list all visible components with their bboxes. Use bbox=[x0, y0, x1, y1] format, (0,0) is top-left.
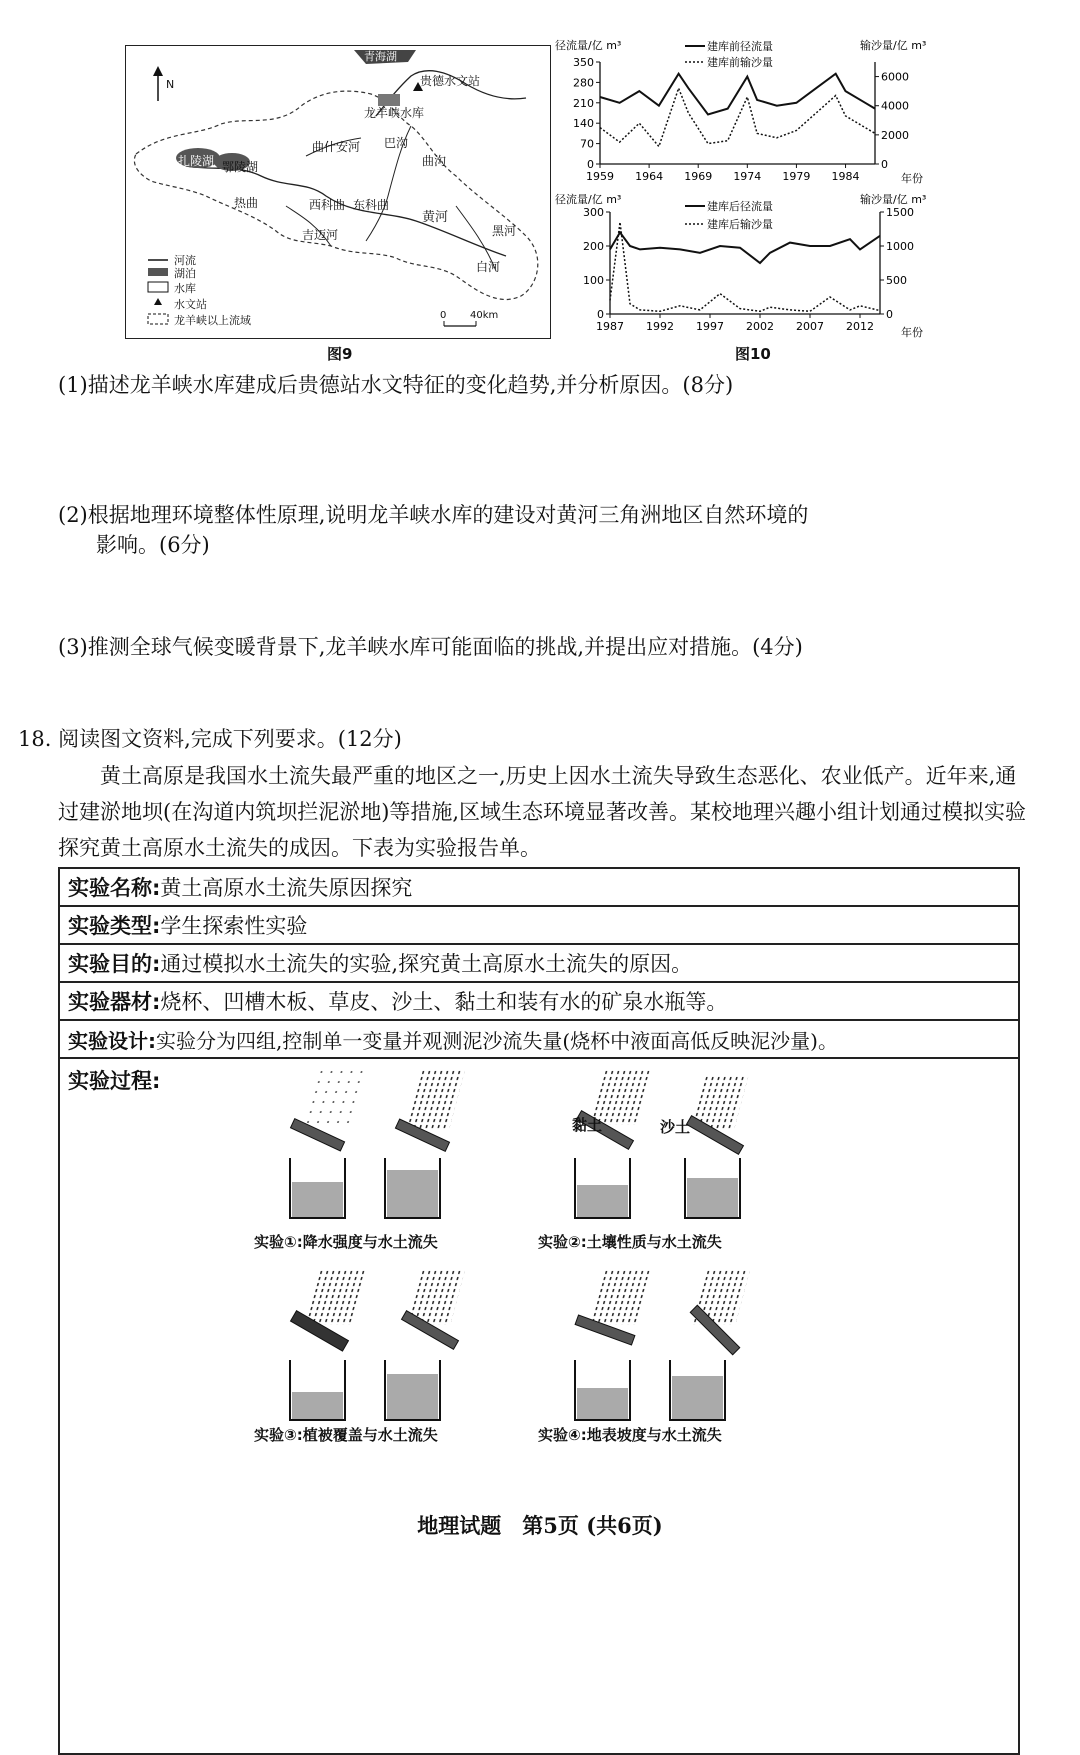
row-text: 烧杯、凹槽木板、草皮、沙土、黏土和装有水的矿泉水瓶等。 bbox=[160, 990, 728, 1014]
right-tick-label: 2000 bbox=[881, 128, 909, 142]
place-label: 龙羊峡水库 bbox=[364, 106, 425, 120]
row-text: 实验分为四组,控制单一变量并观测泥沙流失量(烧杯中液面高低反映泥沙量)。 bbox=[156, 1028, 838, 1053]
place-label: 东科曲 bbox=[353, 198, 390, 212]
place-label: 西科曲 bbox=[309, 198, 346, 212]
x-tick-label: 1969 bbox=[684, 170, 713, 183]
right-tick-label: 1500 bbox=[886, 206, 914, 219]
row-label: 实验类型: bbox=[68, 914, 161, 938]
legend-basin-symbol bbox=[148, 314, 168, 324]
question-1: (1)描述龙羊峡水库建成后贵德站水文特征的变化趋势,并分析原因。(8分) bbox=[58, 373, 734, 397]
legend-reservoir: 水库 bbox=[174, 282, 196, 295]
table-row bbox=[59, 1020, 1019, 1058]
soil-label-sand: 沙土 bbox=[660, 1118, 691, 1136]
right-tick-label: 6000 bbox=[881, 70, 909, 84]
left-tick-label: 0 bbox=[597, 308, 604, 321]
place-label: 鄂陵湖 bbox=[222, 160, 259, 174]
figure-10-caption: 图10 bbox=[735, 345, 771, 363]
row-label: 实验名称: bbox=[68, 876, 161, 900]
experiment-3-setup bbox=[290, 1270, 465, 1420]
page-footer: 地理试题 第5页 (共6页) bbox=[417, 1513, 663, 1538]
right-tick-label: 0 bbox=[886, 308, 893, 321]
experiment-2-caption: 实验②:土壤性质与水土流失 bbox=[538, 1233, 722, 1251]
chart-top-legend-dotted: 建库前输沙量 bbox=[707, 56, 773, 69]
x-tick-label: 1974 bbox=[733, 170, 762, 183]
chart-top-legend-solid: 建库前径流量 bbox=[707, 40, 773, 53]
left-tick-label: 210 bbox=[573, 96, 594, 110]
right-tick-label: 0 bbox=[881, 158, 888, 171]
figure-9-map bbox=[125, 45, 551, 339]
chart-bottom-legend-dotted: 建库后输沙量 bbox=[707, 218, 773, 231]
table-row bbox=[59, 982, 1019, 1020]
table-row bbox=[59, 944, 1019, 982]
place-label: 吉迈河 bbox=[302, 228, 339, 242]
experiment-1-setup bbox=[290, 1070, 465, 1218]
place-label: 扎陵湖 bbox=[178, 154, 215, 168]
place-label: 曲什安河 bbox=[312, 140, 361, 154]
chart-after bbox=[555, 190, 945, 340]
left-tick-label: 300 bbox=[583, 206, 604, 219]
sediment-series-line bbox=[610, 222, 880, 311]
left-tick-label: 140 bbox=[573, 117, 594, 131]
right-tick-label: 1000 bbox=[886, 240, 914, 253]
chart-top-x-unit: 年份 bbox=[901, 172, 923, 184]
x-tick-label: 1992 bbox=[646, 320, 674, 333]
row-label: 实验目的: bbox=[68, 952, 161, 976]
place-label: 青海湖 bbox=[364, 50, 397, 63]
right-tick-label: 4000 bbox=[881, 99, 909, 113]
soil-label-clay: 黏土 bbox=[572, 1116, 603, 1134]
x-tick-label: 2012 bbox=[846, 320, 874, 333]
legend-river: 河流 bbox=[174, 254, 196, 267]
chart-before bbox=[555, 36, 945, 184]
question-2-line2: 影响。(6分) bbox=[96, 533, 210, 557]
row-label: 实验设计: bbox=[68, 1028, 156, 1053]
left-tick-label: 350 bbox=[573, 56, 594, 69]
legend-station: 水文站 bbox=[174, 298, 207, 311]
x-tick-label: 2007 bbox=[796, 320, 824, 333]
x-tick-label: 1959 bbox=[586, 170, 614, 183]
experiment-4-setup bbox=[575, 1270, 750, 1420]
legend-reservoir-symbol bbox=[148, 282, 168, 292]
x-tick-label: 1964 bbox=[635, 170, 664, 183]
legend-lake: 湖泊 bbox=[174, 267, 196, 280]
table-row bbox=[59, 906, 1019, 944]
row-text: 学生探索性实验 bbox=[160, 914, 308, 938]
x-tick-label: 1987 bbox=[596, 320, 624, 333]
chart-bottom-right-axis: 输沙量/亿 m³ bbox=[860, 193, 927, 206]
question-3: (3)推测全球气候变暖背景下,龙羊峡水库可能面临的挑战,并提出应对措施。(4分) bbox=[58, 635, 803, 659]
place-label: 黑河 bbox=[492, 224, 517, 238]
scale-km: 40km bbox=[470, 310, 499, 321]
question-2-line1: (2)根据地理环境整体性原理,说明龙羊峡水库的建设对黄河三角洲地区自然环境的 bbox=[58, 503, 809, 527]
runoff-series-line bbox=[610, 232, 880, 263]
place-label: 贵德水文站 bbox=[420, 74, 481, 88]
table-row bbox=[59, 868, 1019, 906]
left-tick-label: 280 bbox=[573, 76, 594, 90]
question-18-paragraph: 黄土高原是我国水土流失最严重的地区之一,历史上因水土流失导致生态恶化、农业低产。近年来,通过建淤地坝(在沟道内筑坝拦泥淤地)等措施,区域生态环境显著改善。某校地理兴趣小组计划通过模拟实验探究黄土高原水土流失的成因。下表为实验报告单。 bbox=[58, 764, 1027, 860]
north-label: N bbox=[166, 78, 175, 91]
row-label: 实验器材: bbox=[68, 990, 161, 1014]
experiment-4-caption: 实验④:地表坡度与水土流失 bbox=[538, 1426, 722, 1444]
chart-bottom-x-unit: 年份 bbox=[901, 326, 923, 339]
place-label: 曲沟 bbox=[422, 154, 447, 168]
row-text: 黄土高原水土流失原因探究 bbox=[160, 876, 413, 900]
experiment-3-caption: 实验③:植被覆盖与水土流失 bbox=[254, 1426, 438, 1444]
row-text: 通过模拟水土流失的实验,探究黄土高原水土流失的原因。 bbox=[160, 952, 693, 976]
chart-top-right-axis: 输沙量/亿 m³ bbox=[860, 39, 927, 52]
left-tick-label: 0 bbox=[587, 158, 594, 171]
right-tick-label: 500 bbox=[886, 274, 907, 287]
scale-zero: 0 bbox=[440, 310, 447, 321]
x-tick-label: 1984 bbox=[831, 170, 860, 183]
experiment-1-caption: 实验①:降水强度与水土流失 bbox=[254, 1233, 438, 1251]
figure-9-caption: 图9 bbox=[327, 345, 353, 363]
place-label: 巴沟 bbox=[384, 136, 409, 150]
question-18-title: 18. 阅读图文资料,完成下列要求。(12分) bbox=[18, 727, 402, 751]
place-label: 黄河 bbox=[422, 210, 449, 225]
left-tick-label: 100 bbox=[583, 274, 604, 287]
chart-top-left-axis: 径流量/亿 m³ bbox=[555, 39, 622, 52]
yellow-river-line bbox=[186, 166, 506, 256]
legend-basin: 龙羊峡以上流域 bbox=[174, 314, 251, 327]
process-label: 实验过程: bbox=[68, 1069, 161, 1093]
place-label: 热曲 bbox=[234, 196, 259, 210]
question-2 bbox=[58, 500, 1033, 560]
runoff-series-line bbox=[600, 74, 875, 115]
x-tick-label: 1979 bbox=[782, 170, 811, 183]
experiment-2-setup bbox=[575, 1070, 749, 1218]
x-tick-label: 2002 bbox=[746, 320, 774, 333]
left-tick-label: 70 bbox=[580, 137, 594, 151]
x-tick-label: 1997 bbox=[696, 320, 724, 333]
legend-station-symbol bbox=[154, 298, 162, 305]
sediment-series-line bbox=[600, 88, 875, 146]
experiment-illustrations bbox=[260, 1060, 820, 1460]
chart-bottom-left-axis: 径流量/亿 m³ bbox=[555, 193, 622, 206]
left-tick-label: 200 bbox=[583, 240, 604, 253]
chart-bottom-legend-solid: 建库后径流量 bbox=[707, 200, 773, 213]
place-label: 白河 bbox=[476, 260, 501, 274]
legend-lake-symbol bbox=[148, 268, 168, 276]
